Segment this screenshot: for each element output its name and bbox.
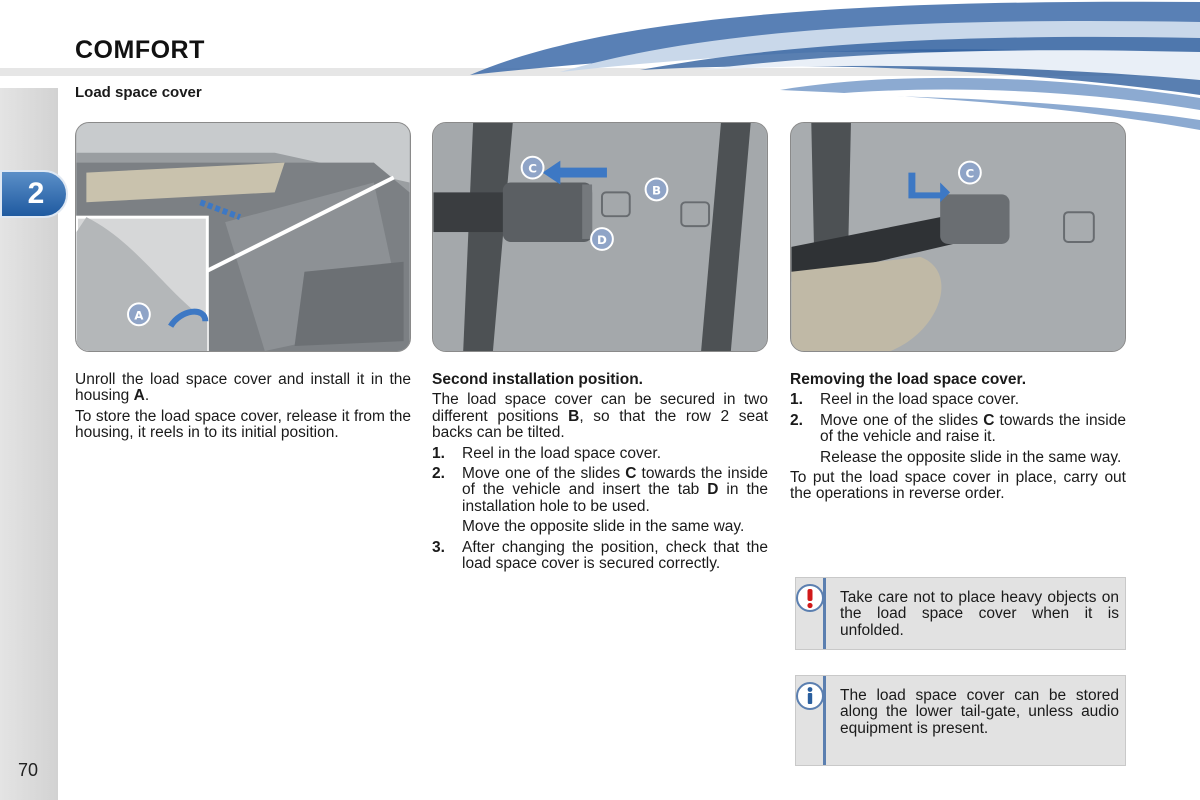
figure-slide-installation (432, 122, 768, 352)
column-1-text (75, 372, 411, 446)
warning-text: Take care not to place heavy objects on the load space cover when it is unfolded. (840, 589, 1119, 639)
subsection-title: Load space cover (75, 84, 202, 101)
cargo-area-illustration (76, 123, 410, 351)
heading-second-position: Second installation position. (432, 371, 643, 388)
header-swoosh-decoration (0, 0, 1200, 140)
warning-note (795, 577, 1126, 650)
figure-label-c: C (528, 161, 537, 176)
step-continuation: Move the opposite slide in the same way. (462, 518, 745, 536)
warning-icon (796, 584, 824, 612)
step-item: 1. Reel in the load space cover. (432, 444, 662, 462)
info-text: The load space cover can be stored along the lower tail-gate, unless audio equipment is present. (840, 687, 1119, 737)
slide-removal-illustration (791, 123, 1125, 351)
slide-installation-illustration (433, 123, 767, 351)
figure-label-c: C (965, 166, 975, 181)
paragraph-store: To store the load space cover, release it from the housing, it reels in to its initial position. (75, 407, 411, 442)
figure-label-a: A (134, 308, 144, 323)
paragraph-install: Unroll the load space cover and install it in the housing A. (75, 371, 411, 405)
paragraph-intro: The load space cover can be secured in two different positions B, so that the row 2 seat backs can be tilted. (432, 391, 769, 442)
section-title: COMFORT (75, 36, 205, 64)
info-note (795, 675, 1126, 766)
figure-label-b: B (651, 183, 662, 198)
chapter-tab: 2 (0, 170, 68, 218)
figure-cargo-area (75, 122, 411, 352)
heading-removing: Removing the load space cover. (790, 371, 1027, 388)
step-item: 2. Move one of the slides C towards the inside of the vehicle and insert the tab D in the installation hole to be used. (432, 465, 768, 515)
info-icon (796, 682, 824, 710)
step-item: 2. Move one of the slides C towards the inside of the vehicle and raise it. (790, 411, 1126, 446)
step-item: 3. After changing the position, check that the load space cover is secured correctly. (432, 538, 768, 573)
step-continuation: Release the opposite slide in the same way. (820, 448, 1122, 466)
paragraph-reverse-order: To put the load space cover in place, carry out the operations in reverse order. (790, 469, 1126, 503)
figure-label-d: D (597, 232, 607, 247)
page-number: 70 (18, 760, 39, 780)
column-2-text (432, 372, 768, 576)
column-3-text (790, 372, 1126, 507)
figure-slide-removal (790, 122, 1126, 352)
step-item: 1. Reel in the load space cover. (790, 391, 1020, 409)
